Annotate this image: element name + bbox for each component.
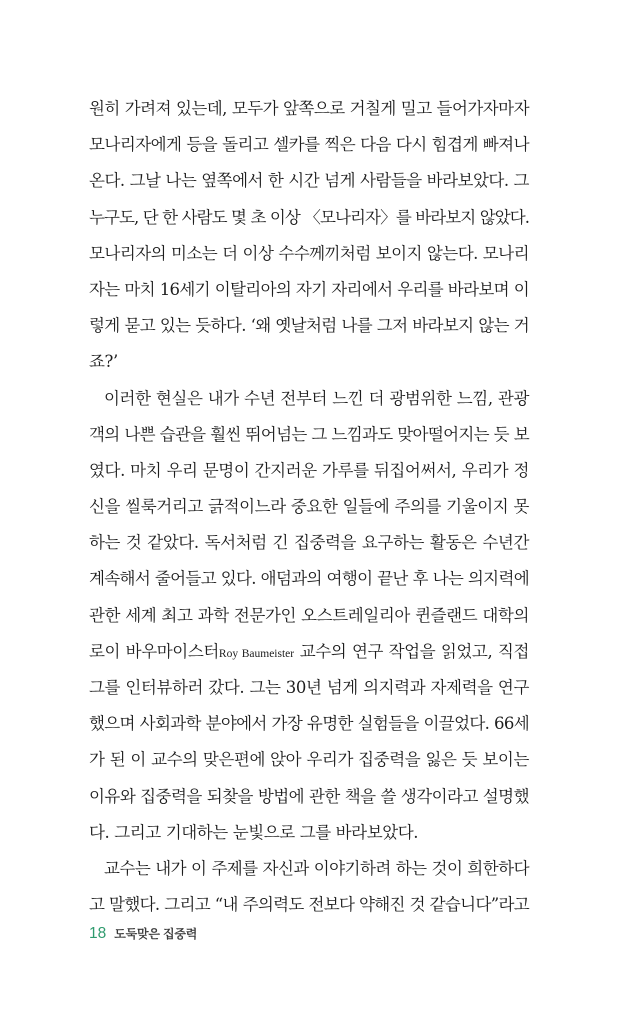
- running-title: 도둑맞은 집중력: [114, 927, 198, 941]
- text-line: 관한 세계 최고 과학 전문가인 오스트레일리아 퀸즐랜드 대학의: [89, 605, 529, 625]
- text-line: 신을 씰룩거리고 긁적이느라 중요한 일들에 주의를 기울이지 못: [89, 497, 529, 517]
- text-line: 가 된 이 교수의 맞은편에 앉아 우리가 집중력을 잃은 듯 보이는: [89, 750, 529, 770]
- page-number: 18: [89, 925, 107, 942]
- text-line: 다. 그리고 기대하는 눈빛으로 그를 바라보았다.: [89, 822, 419, 842]
- text-line: 교수는 내가 이 주제를 자신과 이야기하려 하는 것이 희한하다: [104, 858, 529, 878]
- text-line: 이유와 집중력을 되찾을 방법에 관한 책을 쓸 생각이라고 설명했: [89, 786, 529, 806]
- text-line: 고 말했다. 그리고 “내 주의력도 전보다 약해진 것 같습니다”라고: [89, 895, 529, 915]
- text-line: 하는 것 같았다. 독서처럼 긴 집중력을 요구하는 활동은 수년간: [89, 533, 529, 553]
- text-line: 했으며 사회과학 분야에서 가장 유명한 실험들을 이끌었다. 66세: [89, 714, 529, 734]
- text-line: [89, 634, 529, 670]
- author-name-korean: 로이 바우마이스터: [89, 641, 219, 661]
- text-line: 객의 나쁜 습관을 훨씬 뛰어넘는 그 느낌과도 맞아떨어지는 듯 보: [89, 424, 529, 444]
- text-line: 그를 인터뷰하러 갔다. 그는 30년 넘게 의지력과 자제력을 연구: [89, 678, 529, 697]
- text-line: 이러한 현실은 내가 수년 전부터 느낀 더 광범위한 느낌, 관광: [104, 388, 529, 408]
- text-line: 온다. 그날 나는 옆쪽에서 한 시간 넘게 사람들을 바라보았다. 그: [89, 171, 529, 191]
- text-line: 누구도, 단 한 사람도 몇 초 이상 〈모나리자〉를 바라보지 않았다.: [89, 207, 529, 227]
- text-line: 죠?’: [89, 352, 118, 372]
- body-text: [89, 91, 529, 923]
- author-name-latin: Roy Baumeister: [218, 647, 295, 660]
- text-line: 모나리자의 미소는 더 이상 수수께끼처럼 보이지 않는다. 모나리: [89, 243, 529, 263]
- text-line-rest: 교수의 연구 작업을 읽었고, 직접: [294, 641, 529, 661]
- text-line: 모나리자에게 등을 돌리고 셀카를 찍은 다음 다시 힘겹게 빠져나: [89, 135, 529, 155]
- text-line: 였다. 마치 우리 문명이 간지러운 가루를 뒤집어써서, 우리가 정: [89, 460, 529, 480]
- page-footer: [89, 925, 197, 945]
- text-line: 자는 마치 16세기 이탈리아의 자기 자리에서 우리를 바라보며 이: [89, 279, 529, 299]
- text-line: 렇게 묻고 있는 듯하다. ‘왜 옛날처럼 나를 그저 바라보지 않는 거: [89, 316, 529, 336]
- text-line: 계속해서 줄어들고 있다. 애덤과의 여행이 끝난 후 나는 의지력에: [89, 569, 529, 589]
- text-line: 원히 가려져 있는데, 모두가 앞쪽으로 거칠게 밀고 들어가자마자: [89, 99, 529, 118]
